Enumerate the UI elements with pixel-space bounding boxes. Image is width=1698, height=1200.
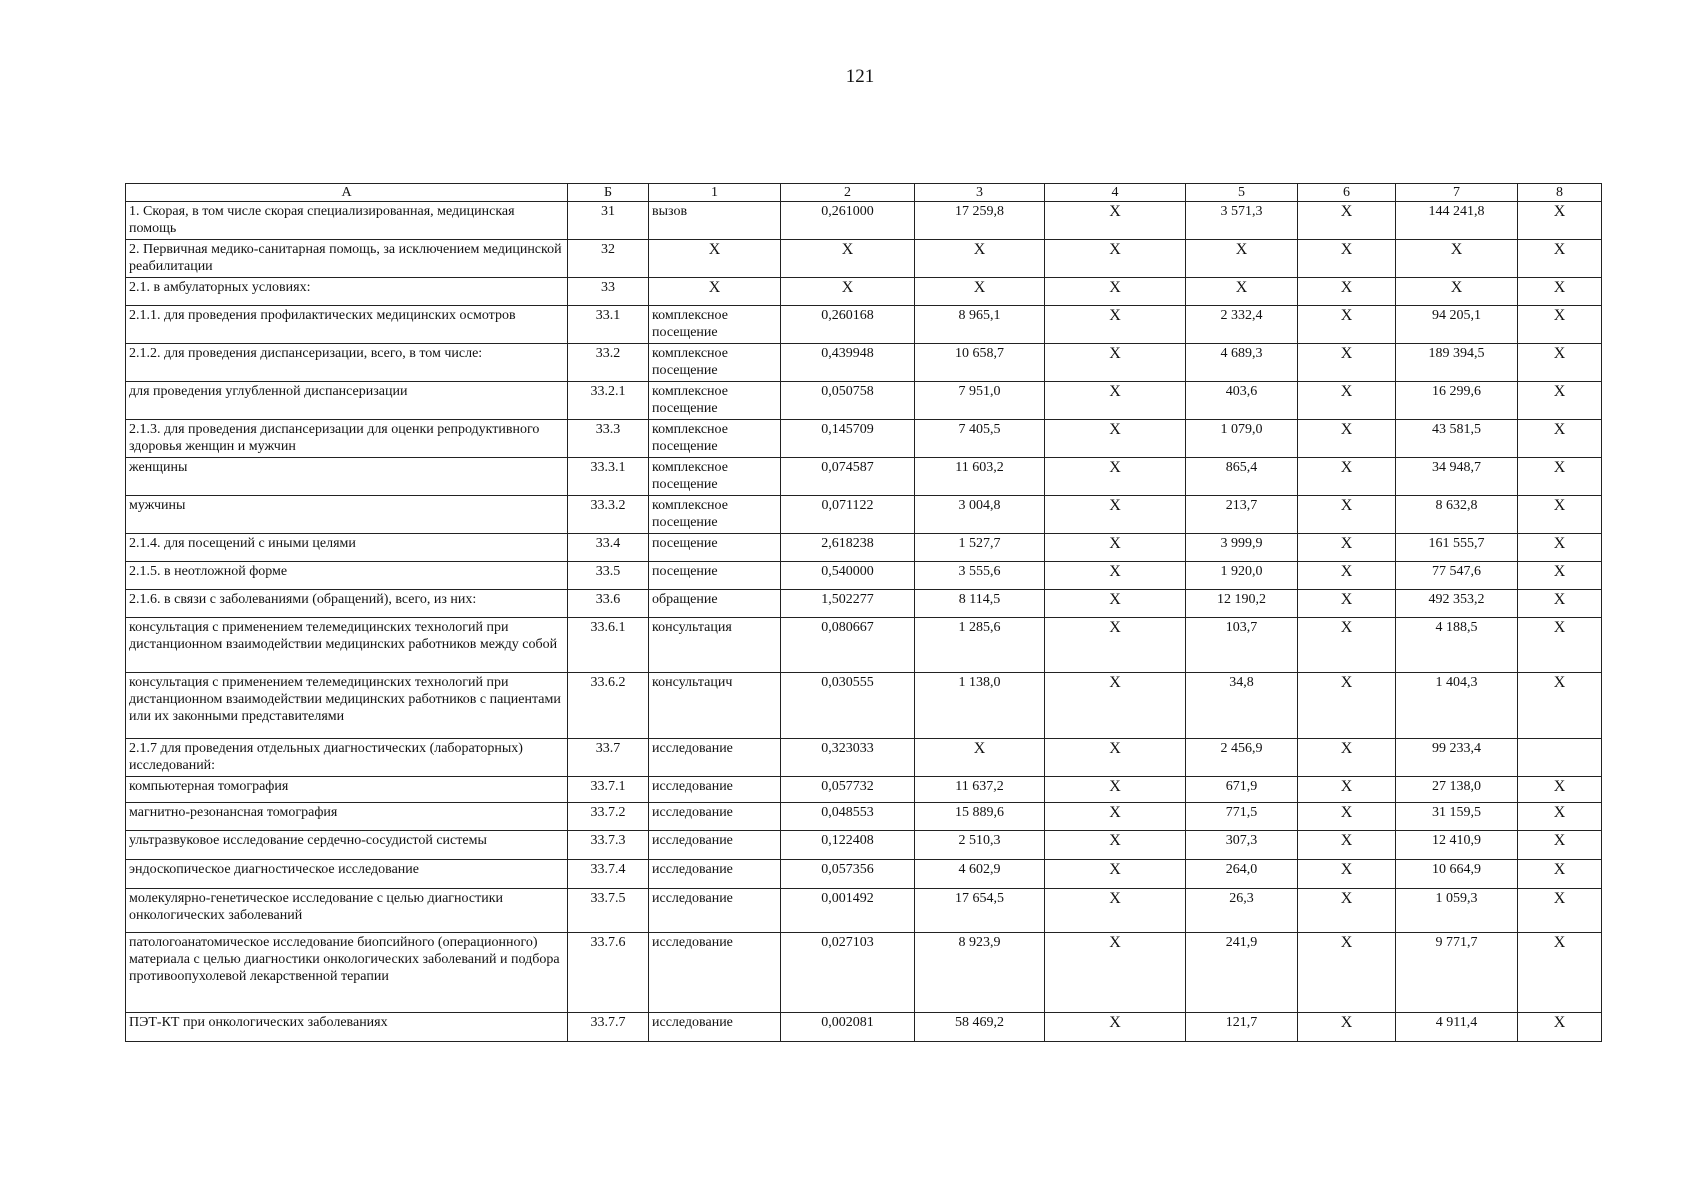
row-unit-cell: X: [649, 278, 781, 306]
table-row: [126, 777, 1602, 803]
row-col5-cell: 121,7: [1186, 1013, 1298, 1042]
table-row: [126, 344, 1602, 382]
row-code-cell: 33.7.5: [568, 889, 649, 933]
row-code-cell: 33.2: [568, 344, 649, 382]
table-row: [126, 496, 1602, 534]
row-col5-cell: 103,7: [1186, 618, 1298, 673]
row-col4-cell: X: [1045, 618, 1186, 673]
row-name-cell: 2.1.2. для проведения диспансеризации, всего, в том числе:: [126, 344, 568, 382]
row-col4-cell: X: [1045, 777, 1186, 803]
row-col3-cell: 8 965,1: [915, 306, 1045, 344]
row-col7-cell: 144 241,8: [1396, 202, 1518, 240]
row-unit-cell: консультация: [649, 618, 781, 673]
row-col7-cell: 43 581,5: [1396, 420, 1518, 458]
table-row: [126, 860, 1602, 889]
row-col4-cell: X: [1045, 739, 1186, 777]
row-col2-cell: 0,030555: [781, 673, 915, 739]
row-col8-cell: X: [1518, 496, 1602, 534]
row-col3-cell: 15 889,6: [915, 803, 1045, 831]
row-col5-cell: 4 689,3: [1186, 344, 1298, 382]
row-col7-cell: 9 771,7: [1396, 933, 1518, 1013]
row-code-cell: 33.3.2: [568, 496, 649, 534]
row-col8-cell: X: [1518, 458, 1602, 496]
row-col5-cell: 2 332,4: [1186, 306, 1298, 344]
row-unit-cell: комплексное посещение: [649, 382, 781, 420]
row-unit-cell: исследование: [649, 777, 781, 803]
row-col5-cell: 26,3: [1186, 889, 1298, 933]
row-col3-cell: 7 951,0: [915, 382, 1045, 420]
row-code-cell: 31: [568, 202, 649, 240]
row-col7-cell: 16 299,6: [1396, 382, 1518, 420]
row-col6-cell: X: [1298, 673, 1396, 739]
data-table: [125, 183, 1602, 1042]
table-row: [126, 420, 1602, 458]
row-col4-cell: X: [1045, 673, 1186, 739]
row-col4-cell: X: [1045, 382, 1186, 420]
table-row: [126, 803, 1602, 831]
row-col3-cell: 4 602,9: [915, 860, 1045, 889]
row-col7-cell: 1 059,3: [1396, 889, 1518, 933]
row-col5-cell: 865,4: [1186, 458, 1298, 496]
row-col8-cell: X: [1518, 306, 1602, 344]
row-name-cell: 2. Первичная медико-санитарная помощь, за исключением медицинской реабилитации: [126, 240, 568, 278]
table-row: [126, 562, 1602, 590]
row-col6-cell: X: [1298, 382, 1396, 420]
row-name-cell: патологоанатомическое исследование биопсийного (операционного) материала с целью диагностики онкологических заболеваний и подбора противоопухолевой лекарственной терапии: [126, 933, 568, 1013]
row-col3-cell: X: [915, 278, 1045, 306]
row-col7-cell: 161 555,7: [1396, 534, 1518, 562]
row-col5-cell: 771,5: [1186, 803, 1298, 831]
row-unit-cell: комплексное посещение: [649, 420, 781, 458]
header-cell-6: 6: [1298, 184, 1396, 202]
row-col8-cell: [1518, 739, 1602, 777]
row-name-cell: 2.1.5. в неотложной форме: [126, 562, 568, 590]
row-col2-cell: 0,080667: [781, 618, 915, 673]
row-col2-cell: 0,261000: [781, 202, 915, 240]
row-col8-cell: X: [1518, 831, 1602, 860]
row-col4-cell: X: [1045, 240, 1186, 278]
row-name-cell: 1. Скорая, в том числе скорая специализированная, медицинская помощь: [126, 202, 568, 240]
table-row: [126, 278, 1602, 306]
row-col3-cell: 8 114,5: [915, 590, 1045, 618]
row-col2-cell: 0,439948: [781, 344, 915, 382]
row-col7-cell: 10 664,9: [1396, 860, 1518, 889]
table-row: [126, 202, 1602, 240]
row-col4-cell: X: [1045, 458, 1186, 496]
row-col5-cell: 241,9: [1186, 933, 1298, 1013]
row-col3-cell: 8 923,9: [915, 933, 1045, 1013]
row-col5-cell: 671,9: [1186, 777, 1298, 803]
row-name-cell: магнитно-резонансная томография: [126, 803, 568, 831]
row-col2-cell: X: [781, 278, 915, 306]
table-row: [126, 739, 1602, 777]
row-col8-cell: X: [1518, 1013, 1602, 1042]
row-code-cell: 33.7.6: [568, 933, 649, 1013]
row-col3-cell: 2 510,3: [915, 831, 1045, 860]
table-row: [126, 933, 1602, 1013]
row-col4-cell: X: [1045, 590, 1186, 618]
row-code-cell: 33.7.7: [568, 1013, 649, 1042]
row-col7-cell: 12 410,9: [1396, 831, 1518, 860]
row-col4-cell: X: [1045, 202, 1186, 240]
row-col8-cell: X: [1518, 534, 1602, 562]
row-col8-cell: X: [1518, 278, 1602, 306]
table-row: [126, 889, 1602, 933]
row-col7-cell: 99 233,4: [1396, 739, 1518, 777]
row-unit-cell: исследование: [649, 739, 781, 777]
row-col8-cell: X: [1518, 562, 1602, 590]
row-code-cell: 33.1: [568, 306, 649, 344]
row-name-cell: мужчины: [126, 496, 568, 534]
row-col2-cell: 0,071122: [781, 496, 915, 534]
row-col8-cell: X: [1518, 590, 1602, 618]
row-unit-cell: посещение: [649, 534, 781, 562]
row-code-cell: 33.6: [568, 590, 649, 618]
row-col8-cell: X: [1518, 803, 1602, 831]
row-col7-cell: 492 353,2: [1396, 590, 1518, 618]
row-col4-cell: X: [1045, 860, 1186, 889]
row-unit-cell: исследование: [649, 860, 781, 889]
row-col3-cell: 1 527,7: [915, 534, 1045, 562]
row-col4-cell: X: [1045, 1013, 1186, 1042]
row-col2-cell: 1,502277: [781, 590, 915, 618]
row-col6-cell: X: [1298, 344, 1396, 382]
row-name-cell: молекулярно-генетическое исследование с целью диагностики онкологических заболеваний: [126, 889, 568, 933]
row-col4-cell: X: [1045, 889, 1186, 933]
row-code-cell: 33.7: [568, 739, 649, 777]
row-col7-cell: 4 188,5: [1396, 618, 1518, 673]
row-col4-cell: X: [1045, 420, 1186, 458]
row-code-cell: 33: [568, 278, 649, 306]
row-col8-cell: X: [1518, 673, 1602, 739]
row-col6-cell: X: [1298, 202, 1396, 240]
row-col3-cell: 3 004,8: [915, 496, 1045, 534]
row-col2-cell: 0,002081: [781, 1013, 915, 1042]
header-cell-a: А: [126, 184, 568, 202]
row-col6-cell: X: [1298, 306, 1396, 344]
row-code-cell: 33.6.1: [568, 618, 649, 673]
row-col4-cell: X: [1045, 831, 1186, 860]
row-name-cell: 2.1.6. в связи с заболеваниями (обращений), всего, из них:: [126, 590, 568, 618]
table-row: [126, 240, 1602, 278]
row-name-cell: 2.1.4. для посещений с иными целями: [126, 534, 568, 562]
row-code-cell: 33.3.1: [568, 458, 649, 496]
row-col6-cell: X: [1298, 562, 1396, 590]
row-col7-cell: 189 394,5: [1396, 344, 1518, 382]
row-unit-cell: X: [649, 240, 781, 278]
row-col4-cell: X: [1045, 278, 1186, 306]
row-col6-cell: X: [1298, 534, 1396, 562]
row-col2-cell: 0,323033: [781, 739, 915, 777]
table-row: [126, 1013, 1602, 1042]
row-col2-cell: X: [781, 240, 915, 278]
table-row: [126, 618, 1602, 673]
header-cell-b: Б: [568, 184, 649, 202]
table-row: [126, 590, 1602, 618]
row-col2-cell: 0,027103: [781, 933, 915, 1013]
table-row: [126, 382, 1602, 420]
table-row: [126, 673, 1602, 739]
row-col8-cell: X: [1518, 777, 1602, 803]
row-code-cell: 33.2.1: [568, 382, 649, 420]
row-col7-cell: 94 205,1: [1396, 306, 1518, 344]
row-col8-cell: X: [1518, 933, 1602, 1013]
row-code-cell: 33.7.2: [568, 803, 649, 831]
row-col3-cell: X: [915, 739, 1045, 777]
row-code-cell: 33.7.3: [568, 831, 649, 860]
row-unit-cell: комплексное посещение: [649, 496, 781, 534]
row-col3-cell: 58 469,2: [915, 1013, 1045, 1042]
row-col6-cell: X: [1298, 278, 1396, 306]
header-cell-3: 3: [915, 184, 1045, 202]
row-col3-cell: 17 259,8: [915, 202, 1045, 240]
row-col5-cell: 12 190,2: [1186, 590, 1298, 618]
row-name-cell: для проведения углубленной диспансеризации: [126, 382, 568, 420]
row-col8-cell: X: [1518, 420, 1602, 458]
row-unit-cell: обращение: [649, 590, 781, 618]
row-code-cell: 33.5: [568, 562, 649, 590]
row-unit-cell: исследование: [649, 889, 781, 933]
row-unit-cell: исследование: [649, 803, 781, 831]
row-name-cell: компьютерная томография: [126, 777, 568, 803]
row-unit-cell: консультацич: [649, 673, 781, 739]
row-code-cell: 33.7.4: [568, 860, 649, 889]
row-col6-cell: X: [1298, 739, 1396, 777]
row-col6-cell: X: [1298, 496, 1396, 534]
row-col5-cell: 3 999,9: [1186, 534, 1298, 562]
row-col2-cell: 0,074587: [781, 458, 915, 496]
row-col2-cell: 0,048553: [781, 803, 915, 831]
row-col4-cell: X: [1045, 496, 1186, 534]
row-col5-cell: 2 456,9: [1186, 739, 1298, 777]
row-col8-cell: X: [1518, 618, 1602, 673]
row-col6-cell: X: [1298, 420, 1396, 458]
row-code-cell: 33.6.2: [568, 673, 649, 739]
row-col8-cell: X: [1518, 860, 1602, 889]
row-col3-cell: 1 138,0: [915, 673, 1045, 739]
row-col5-cell: 3 571,3: [1186, 202, 1298, 240]
table-body: [126, 202, 1602, 1042]
row-col7-cell: X: [1396, 240, 1518, 278]
row-col4-cell: X: [1045, 562, 1186, 590]
row-unit-cell: комплексное посещение: [649, 344, 781, 382]
row-col3-cell: 17 654,5: [915, 889, 1045, 933]
row-col4-cell: X: [1045, 534, 1186, 562]
row-col5-cell: X: [1186, 278, 1298, 306]
row-col8-cell: X: [1518, 344, 1602, 382]
row-col8-cell: X: [1518, 240, 1602, 278]
row-col5-cell: 213,7: [1186, 496, 1298, 534]
row-name-cell: эндоскопическое диагностическое исследование: [126, 860, 568, 889]
row-unit-cell: комплексное посещение: [649, 458, 781, 496]
row-col3-cell: X: [915, 240, 1045, 278]
row-col8-cell: X: [1518, 889, 1602, 933]
table-row: [126, 534, 1602, 562]
row-col3-cell: 10 658,7: [915, 344, 1045, 382]
row-unit-cell: посещение: [649, 562, 781, 590]
header-cell-4: 4: [1045, 184, 1186, 202]
row-col2-cell: 0,122408: [781, 831, 915, 860]
row-col6-cell: X: [1298, 860, 1396, 889]
row-col2-cell: 2,618238: [781, 534, 915, 562]
row-col5-cell: 307,3: [1186, 831, 1298, 860]
header-cell-2: 2: [781, 184, 915, 202]
row-col7-cell: 34 948,7: [1396, 458, 1518, 496]
row-col6-cell: X: [1298, 240, 1396, 278]
row-col3-cell: 11 603,2: [915, 458, 1045, 496]
row-col6-cell: X: [1298, 777, 1396, 803]
row-col2-cell: 0,540000: [781, 562, 915, 590]
header-cell-1: 1: [649, 184, 781, 202]
row-name-cell: консультация с применением телемедицинских технологий при дистанционном взаимодействии медицинских работников с пациентами или их законными представителями: [126, 673, 568, 739]
row-col2-cell: 0,057732: [781, 777, 915, 803]
row-col4-cell: X: [1045, 803, 1186, 831]
row-col2-cell: 0,145709: [781, 420, 915, 458]
row-code-cell: 33.3: [568, 420, 649, 458]
row-col6-cell: X: [1298, 933, 1396, 1013]
row-col2-cell: 0,050758: [781, 382, 915, 420]
row-col5-cell: 1 920,0: [1186, 562, 1298, 590]
row-col6-cell: X: [1298, 889, 1396, 933]
row-code-cell: 33.4: [568, 534, 649, 562]
row-col6-cell: X: [1298, 803, 1396, 831]
row-col5-cell: X: [1186, 240, 1298, 278]
row-col8-cell: X: [1518, 382, 1602, 420]
row-code-cell: 32: [568, 240, 649, 278]
row-col2-cell: 0,001492: [781, 889, 915, 933]
header-cell-5: 5: [1186, 184, 1298, 202]
row-unit-cell: исследование: [649, 933, 781, 1013]
row-col5-cell: 264,0: [1186, 860, 1298, 889]
row-col7-cell: 31 159,5: [1396, 803, 1518, 831]
row-col6-cell: X: [1298, 590, 1396, 618]
row-col4-cell: X: [1045, 933, 1186, 1013]
row-col3-cell: 1 285,6: [915, 618, 1045, 673]
row-col7-cell: X: [1396, 278, 1518, 306]
row-col7-cell: 8 632,8: [1396, 496, 1518, 534]
header-cell-7: 7: [1396, 184, 1518, 202]
table-row: [126, 306, 1602, 344]
row-unit-cell: исследование: [649, 831, 781, 860]
row-name-cell: ПЭТ-КТ при онкологических заболеваниях: [126, 1013, 568, 1042]
row-col7-cell: 1 404,3: [1396, 673, 1518, 739]
row-col6-cell: X: [1298, 831, 1396, 860]
row-name-cell: 2.1.3. для проведения диспансеризации для оценки репродуктивного здоровья женщин и мужчин: [126, 420, 568, 458]
row-name-cell: ультразвуковое исследование сердечно-сосудистой системы: [126, 831, 568, 860]
row-col4-cell: X: [1045, 306, 1186, 344]
row-col5-cell: 403,6: [1186, 382, 1298, 420]
row-col6-cell: X: [1298, 1013, 1396, 1042]
row-col5-cell: 1 079,0: [1186, 420, 1298, 458]
row-name-cell: женщины: [126, 458, 568, 496]
row-col3-cell: 7 405,5: [915, 420, 1045, 458]
row-name-cell: 2.1. в амбулаторных условиях:: [126, 278, 568, 306]
row-col7-cell: 4 911,4: [1396, 1013, 1518, 1042]
header-row: [126, 184, 1602, 202]
page-number: 121: [845, 66, 875, 87]
row-unit-cell: комплексное посещение: [649, 306, 781, 344]
row-col2-cell: 0,260168: [781, 306, 915, 344]
row-col7-cell: 77 547,6: [1396, 562, 1518, 590]
header-cell-8: 8: [1518, 184, 1602, 202]
row-unit-cell: вызов: [649, 202, 781, 240]
table-row: [126, 458, 1602, 496]
row-col7-cell: 27 138,0: [1396, 777, 1518, 803]
row-name-cell: консультация с применением телемедицинских технологий при дистанционном взаимодействии медицинских работников между собой: [126, 618, 568, 673]
row-col6-cell: X: [1298, 458, 1396, 496]
row-name-cell: 2.1.7 для проведения отдельных диагностических (лабораторных) исследований:: [126, 739, 568, 777]
row-col2-cell: 0,057356: [781, 860, 915, 889]
table-row: [126, 831, 1602, 860]
row-col5-cell: 34,8: [1186, 673, 1298, 739]
row-col8-cell: X: [1518, 202, 1602, 240]
row-col3-cell: 11 637,2: [915, 777, 1045, 803]
row-col4-cell: X: [1045, 344, 1186, 382]
row-col3-cell: 3 555,6: [915, 562, 1045, 590]
row-code-cell: 33.7.1: [568, 777, 649, 803]
row-name-cell: 2.1.1. для проведения профилактических медицинских осмотров: [126, 306, 568, 344]
row-unit-cell: исследование: [649, 1013, 781, 1042]
row-col6-cell: X: [1298, 618, 1396, 673]
